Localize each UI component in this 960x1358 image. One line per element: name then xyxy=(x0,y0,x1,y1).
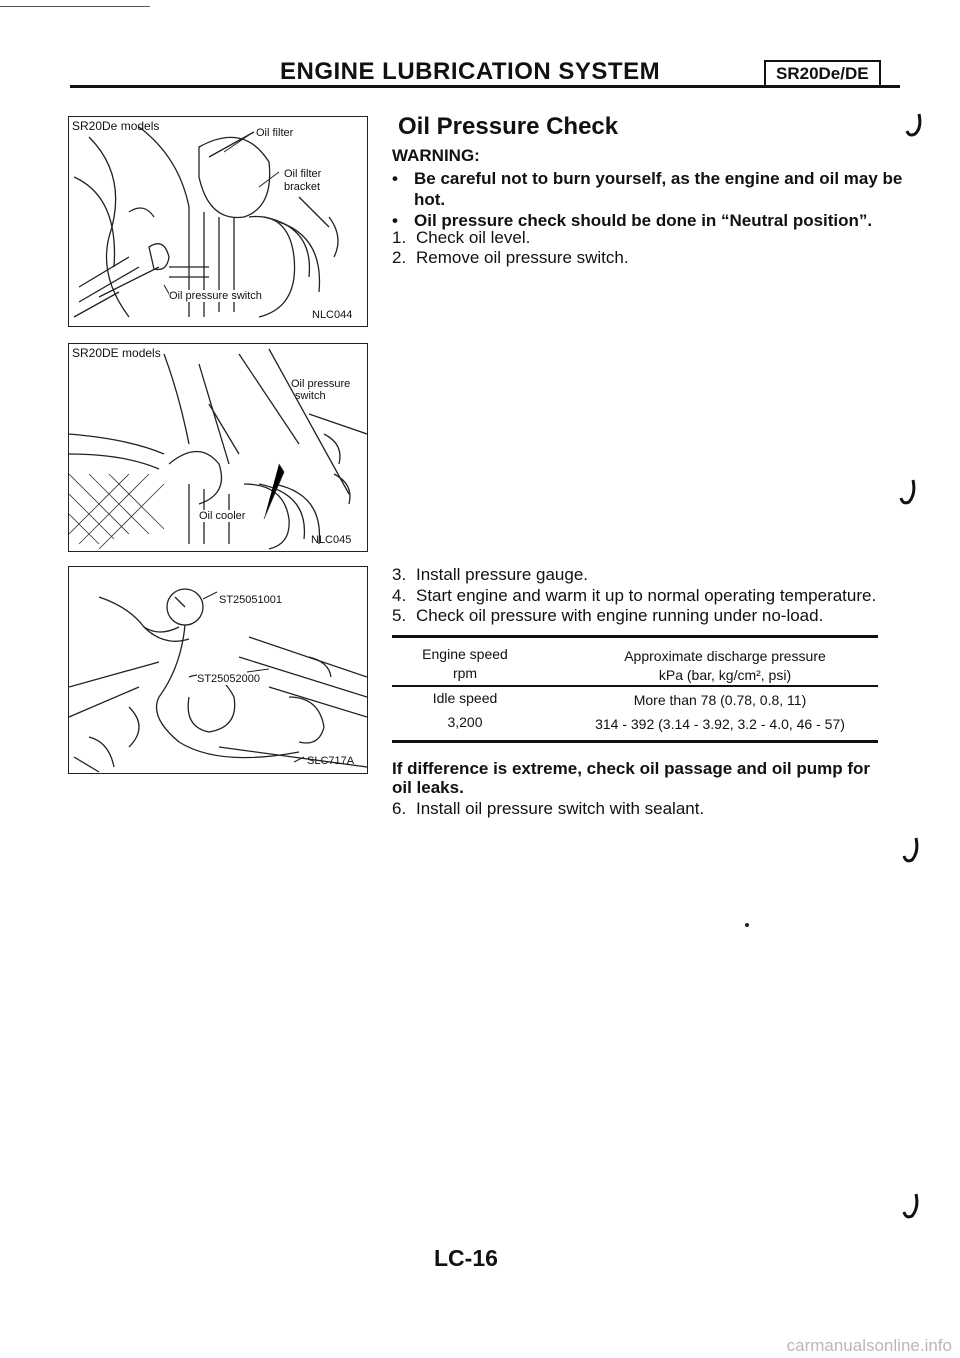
warning-heading: WARNING: xyxy=(392,146,480,165)
page-number: LC-16 xyxy=(434,1245,498,1271)
check-mark-icon xyxy=(900,836,924,866)
header-rule xyxy=(70,85,900,88)
oil-filter-bracket-label-1: Oil filter xyxy=(284,168,322,180)
table-bottom-rule xyxy=(392,740,878,743)
tool-label-st25051001: ST25051001 xyxy=(219,594,282,606)
figure-sr20de-oil-cooler xyxy=(68,343,368,552)
table-header-cell: Engine speed xyxy=(422,646,508,662)
warning-item: • Be careful not to burn yourself, as the engine and oil may be hot. xyxy=(392,169,903,209)
figure-model-label: SR20De models xyxy=(72,119,160,133)
oil-filter-label: Oil filter xyxy=(256,127,294,139)
check-mark-icon xyxy=(903,112,927,140)
figure-code: NLC044 xyxy=(312,309,353,321)
watermark: carmanualsonline.info xyxy=(786,1336,952,1355)
table-header-cell: kPa (bar, kg/cm², psi) xyxy=(658,667,792,683)
caution-note-line: If difference is extreme, check oil passage and oil pump for xyxy=(392,759,871,778)
top-edge-rule xyxy=(0,6,150,7)
table-cell: More than 78 (0.78, 0.8, 11) xyxy=(633,692,807,708)
speck-mark-icon xyxy=(744,922,750,928)
gauge-illustration xyxy=(69,567,367,773)
figure-code: NLC045 xyxy=(311,534,352,546)
figure-pressure-gauge-install xyxy=(68,566,368,774)
caution-note-line: oil leaks. xyxy=(392,778,464,797)
table-header-cell: Approximate discharge pressure xyxy=(624,648,826,664)
oil-pressure-switch-label-2: switch xyxy=(295,390,326,402)
oil-pressure-switch-label: Oil pressure switch xyxy=(169,290,262,302)
oil-filter-bracket-label-2: bracket xyxy=(284,181,321,193)
page-header xyxy=(70,55,890,85)
engine-model-badge: SR20De/DE xyxy=(764,60,881,87)
page-header-title: ENGINE LUBRICATION SYSTEM xyxy=(280,58,661,85)
table-top-rule xyxy=(392,635,878,638)
table-cell: 3,200 xyxy=(447,714,483,730)
check-mark-icon xyxy=(897,478,921,508)
check-mark-icon xyxy=(900,1192,924,1222)
section-title: Oil Pressure Check xyxy=(398,113,619,140)
warning-item: • Oil pressure check should be done in “Neutral position”. xyxy=(392,211,873,230)
table-header-cell: rpm xyxy=(452,665,478,681)
table-cell: 314 - 392 (3.14 - 3.92, 3.2 - 4.0, 46 - 57) xyxy=(595,716,845,732)
oil-cooler-label: Oil cooler xyxy=(199,510,246,522)
table-cell: Idle speed xyxy=(432,690,498,706)
oil-pressure-switch-label-1: Oil pressure xyxy=(291,378,351,390)
figure-model-label: SR20DE models xyxy=(72,346,161,360)
figure-sr20de-oil-pressure-switch xyxy=(68,116,368,327)
table-header-rule xyxy=(392,685,878,687)
figure-code: SLC717A xyxy=(307,755,355,767)
tool-label-st25052000: ST25052000 xyxy=(197,673,260,685)
